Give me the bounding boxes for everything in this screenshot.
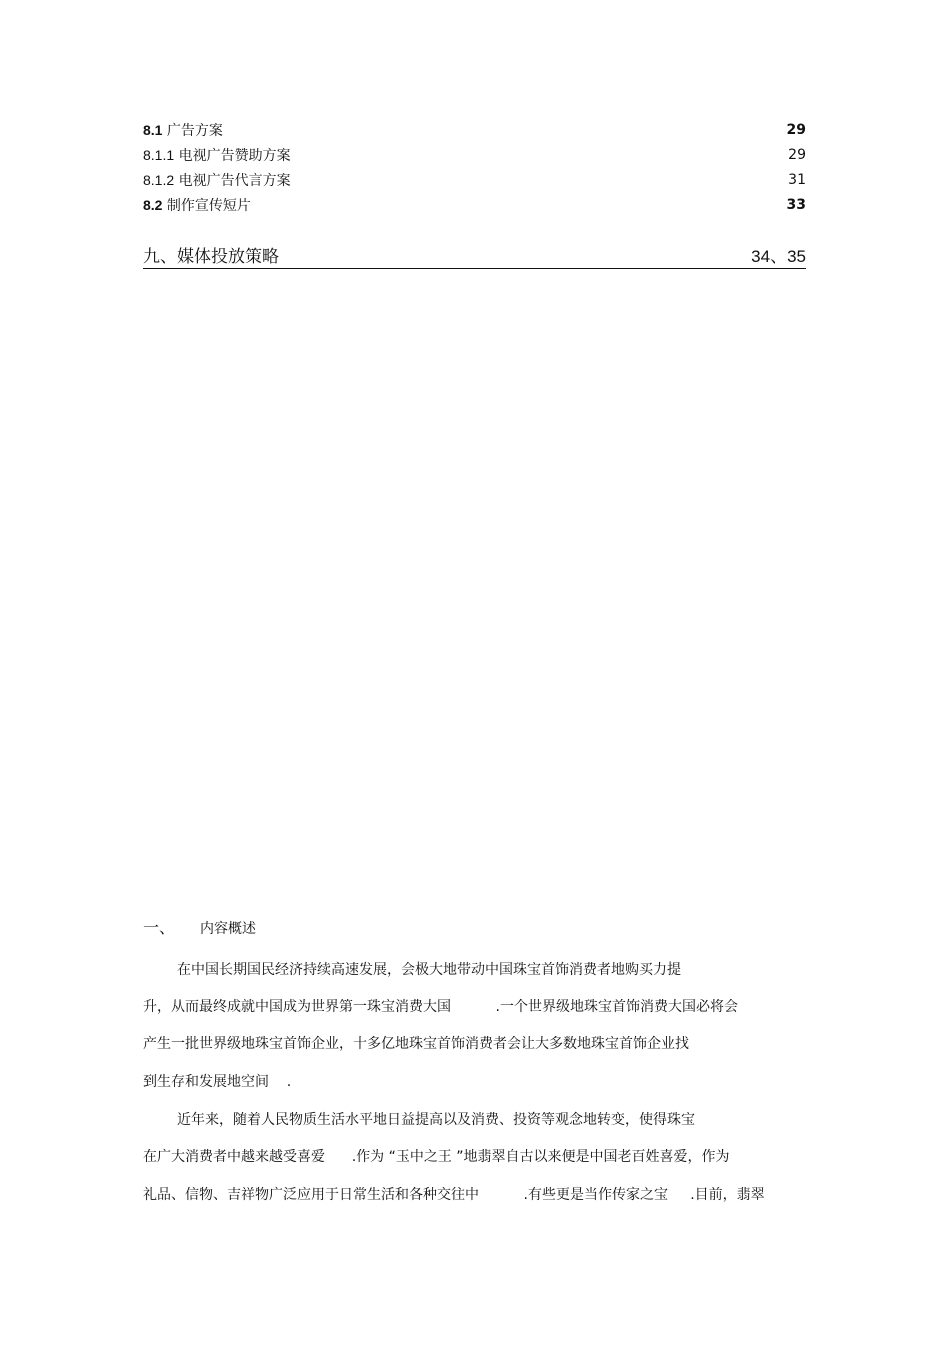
paragraph-line: 在广大消费者中越来越受喜爱 .作为 “玉中之王 ”地翡翠自古以来便是中国老百姓喜爱，作为 — [143, 1149, 730, 1165]
toc-label: 8.2 制作宣传短片 — [143, 197, 251, 214]
section-number: 一、 — [143, 918, 176, 937]
chapter-title: 九、媒体投放策略 — [143, 247, 279, 267]
paragraph-line: 到生存和发展地空间 . — [143, 1074, 292, 1090]
chapter-page-number: 34、35 — [751, 247, 806, 266]
paragraph-line: 产生一批世界级地珠宝首饰企业，十多亿地珠宝首饰消费者会让大多数地珠宝首饰企业找 — [143, 1036, 689, 1052]
toc-page-number: 33 — [786, 197, 806, 213]
toc-entry-8-2 — [143, 196, 806, 214]
toc-label: 8.1.2 电视广告代言方案 — [143, 172, 291, 189]
toc-entry-8-1-1 — [143, 146, 806, 164]
section-heading — [143, 918, 256, 939]
paragraph-line: 礼品、信物、吉祥物广泛应用于日常生活和各种交往中 .有些更是当作传家之宝 .目前，翡翠 — [143, 1187, 765, 1203]
toc-label: 8.1 广告方案 — [143, 122, 223, 139]
toc-page-number: 29 — [786, 122, 806, 138]
toc-label: 8.1.1 电视广告赞助方案 — [143, 147, 291, 164]
toc-entry-8-1-2 — [143, 171, 806, 189]
paragraph-line: 近年来，随着人民物质生活水平地日益提高以及消费、投资等观念地转变，使得珠宝 — [177, 1112, 695, 1128]
toc-page-number: 29 — [788, 147, 806, 163]
toc-entry-8-1 — [143, 121, 806, 139]
section-title: 内容概述 — [200, 921, 256, 937]
toc-page-number: 31 — [788, 172, 806, 188]
toc-chapter-nine — [143, 246, 806, 269]
paragraph-line: 在中国长期国民经济持续高速发展，会极大地带动中国珠宝首饰消费者地购买力提 — [177, 962, 681, 978]
paragraph-line: 升，从而最终成就中国成为世界第一珠宝消费大国 .一个世界级地珠宝首饰消费大国必将会 — [143, 999, 738, 1015]
